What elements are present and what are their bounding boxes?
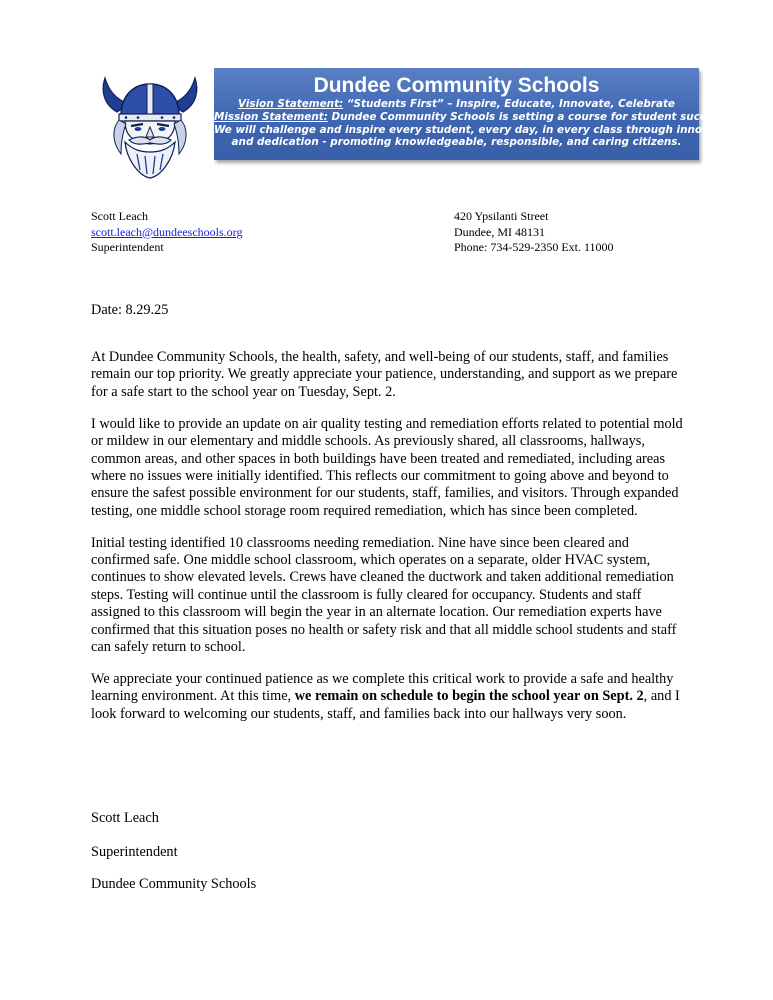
- sender-title: Superintendent: [91, 240, 164, 254]
- viking-head-icon: [95, 72, 205, 180]
- signature-org: Dundee Community Schools: [91, 876, 257, 892]
- paragraph-4: [91, 671, 691, 723]
- signature-name: Scott Leach: [91, 810, 159, 826]
- district-name: Dundee Community Schools: [313, 74, 600, 97]
- vision-label: Vision Statement:: [238, 98, 344, 110]
- mission-text: Dundee Community Schools is setting a course for student success.: [327, 110, 730, 123]
- paragraph-3: Initial testing identified 10 classrooms needing remediation. Nine have since been cleared and confirmed safe. One middle school classroom, which operates on a separate, older HVAC system, continues to show elevated levels. Crews have cleaned the ductwork and taken additional remediation steps. Testing will continue until the classroom is fully cleared for occupancy. Students and staff assigned to this classroom will begin the year in an alternate location. Our remediation experts have confirmed that this situation poses no health or safety risk and that all middle school students and staff can safely return to school.: [91, 534, 677, 656]
- paragraph-1: At Dundee Community Schools, the health, safety, and well-being of our students, staff, and families remain our top priority. We greatly appreciate your patience, understanding, and support as we prepare for a safe start to the school year on Tuesday, Sept. 2.: [91, 349, 678, 400]
- street-address: 420 Ypsilanti Street: [454, 209, 549, 223]
- mission-statement: [214, 110, 730, 124]
- mission-line-2: We will challenge and inspire every student, every day, in every class through innovation: [214, 123, 739, 136]
- sender-email-link[interactable]: scott.leach@dundeeschools.org: [91, 224, 243, 239]
- viking-logo: [95, 72, 205, 180]
- vision-text: “Students First” – Inspire, Educate, Innovate, Celebrate: [343, 98, 675, 110]
- sender-contact: [91, 209, 242, 256]
- letter-body: [91, 349, 691, 723]
- phone-number: Phone: 734-529-2350 Ext. 11000: [454, 240, 614, 254]
- paragraph-4-end: , and I look forward to welcoming our students, staff, and families back into our hallways very soon.: [91, 688, 680, 722]
- vision-statement: [214, 98, 699, 111]
- paragraph-4-start: We appreciate your continued patience as we complete this critical work to provide a safe and healthy learning environment. At this time,: [91, 671, 674, 705]
- letter-date: Date: 8.29.25: [91, 302, 169, 318]
- letterhead-banner: [214, 68, 739, 160]
- city-state-zip: Dundee, MI 48131: [454, 224, 545, 239]
- mission-label: Mission Statement:: [214, 110, 328, 123]
- schedule-highlight: we remain on schedule to begin the school year on Sept. 2: [294, 688, 644, 705]
- paragraph-2: I would like to provide an update on air quality testing and remediation efforts related to potential mold or mildew in our elementary and middle schools. As previously shared, all classrooms, hallways, common areas, and other spaces in both buildings have been treated and remediated, including areas where no issues were initially identified. This reflects our commitment to going above and beyond to ensure the safest possible environment for our students, staff, families, and visitors. Through expanded testing, one middle school storage room required remediation, which has since been completed.: [91, 415, 683, 519]
- signature-title: Superintendent: [91, 844, 178, 860]
- sender-name: Scott Leach: [91, 209, 148, 223]
- mission-line-3: and dedication - promoting knowledgeable, responsible, and caring citizens.: [231, 136, 682, 149]
- district-address: [454, 209, 614, 256]
